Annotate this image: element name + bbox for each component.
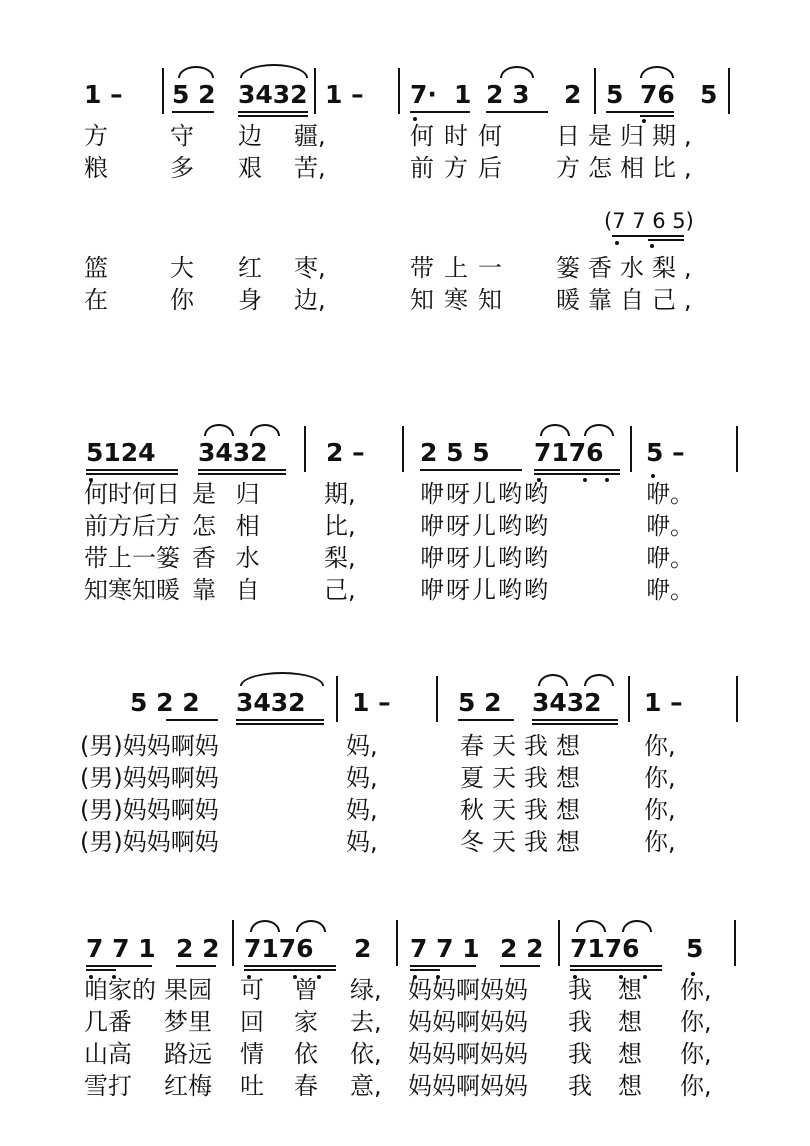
lyric: 在	[84, 286, 108, 314]
lyric: 可	[240, 976, 264, 1004]
barline	[232, 920, 234, 966]
note-group: 7 7 1	[86, 934, 156, 963]
slur	[250, 424, 280, 436]
beam	[86, 469, 178, 471]
note-group: 5124	[86, 438, 156, 467]
beam	[532, 719, 618, 721]
note-group: 2	[564, 80, 582, 109]
lyric: 妈妈啊妈妈	[408, 976, 528, 1004]
lyric: 想	[618, 1008, 642, 1036]
beam	[410, 969, 440, 971]
lyric: 妈,	[346, 796, 378, 824]
slur	[240, 672, 324, 686]
lyric: 想	[618, 976, 642, 1004]
barline	[558, 920, 560, 966]
lyric: 妈妈啊妈妈	[408, 1008, 528, 1036]
lyric: 你,	[644, 732, 676, 760]
beam	[410, 965, 476, 967]
beam	[606, 111, 674, 113]
lyric: (男)妈妈啊妈	[80, 764, 219, 792]
slur	[540, 424, 570, 436]
lyric: 香 水	[192, 544, 266, 572]
lyric: 篮	[84, 254, 108, 282]
lyric: 前方后方	[84, 512, 180, 540]
lyric: 依,	[350, 1040, 382, 1068]
note-group: 1	[454, 80, 472, 109]
note-group: 5 2	[458, 688, 502, 717]
lyric: 依	[294, 1040, 318, 1068]
lyric: 秋天我想	[460, 796, 588, 824]
lyric: 我	[568, 1040, 592, 1068]
lyric: 想	[618, 1040, 642, 1068]
lyric: 我	[568, 1072, 592, 1100]
lyric: 苦,	[294, 154, 326, 182]
note-group: 3432	[236, 688, 306, 717]
lyric: 妈妈啊妈妈	[408, 1072, 528, 1100]
lyric: 梨,	[324, 544, 356, 572]
lyric: 咿呀儿哟哟	[420, 576, 550, 604]
note-group: 1 –	[84, 80, 123, 109]
beam	[86, 473, 178, 475]
lyric: 身	[238, 286, 262, 314]
lyric: 雪打	[84, 1072, 132, 1100]
note-group: 3432	[238, 80, 308, 109]
beam	[570, 965, 662, 967]
lyric: 咿。	[646, 512, 694, 540]
lyric: 前方后	[410, 154, 512, 182]
lyric: 你	[170, 286, 194, 314]
lyric: 妈,	[346, 732, 378, 760]
lyric: 红梅	[164, 1072, 212, 1100]
lyric: 靠 自	[192, 576, 266, 604]
lyric: 你,	[644, 828, 676, 856]
note-group: 2 2	[500, 934, 544, 963]
lyric: 情	[240, 1040, 264, 1068]
note-group: 1 –	[352, 688, 391, 717]
beam	[236, 723, 324, 725]
octave-dot	[605, 478, 609, 482]
barline	[336, 676, 338, 722]
beam	[238, 115, 308, 117]
lyric: 我	[568, 976, 592, 1004]
lyric: 篓香水梨,	[556, 254, 700, 282]
note-group: 3432	[532, 688, 602, 717]
lyric: 咱家的	[84, 976, 156, 1004]
slur	[622, 920, 652, 932]
note-group: 7176	[534, 438, 604, 467]
lyric: 何时何	[410, 122, 512, 150]
lyric: 春	[294, 1072, 318, 1100]
lyric: 回	[240, 1008, 264, 1036]
lyric: 曾	[294, 976, 318, 1004]
note-group: 7176	[570, 934, 640, 963]
note-group: 2 –	[326, 438, 365, 467]
note-group: 2 3	[486, 80, 530, 109]
beam	[198, 473, 286, 475]
beam	[166, 719, 218, 721]
lyric: 多	[170, 154, 194, 182]
beam	[570, 969, 662, 971]
beam	[86, 969, 116, 971]
slur	[204, 424, 234, 436]
lyric: 几番	[84, 1008, 132, 1036]
lyric: 是 归	[192, 480, 266, 508]
beam	[176, 965, 216, 967]
beam	[236, 719, 324, 721]
lyric: 守	[170, 122, 194, 150]
lyric: 冬天我想	[460, 828, 588, 856]
beam	[612, 235, 684, 237]
barline	[398, 68, 400, 114]
octave-dot	[615, 241, 619, 245]
note-group: 5	[700, 80, 718, 109]
lyric: 何时何日	[84, 480, 180, 508]
lyric: 想	[618, 1072, 642, 1100]
slur	[500, 66, 534, 78]
beam	[534, 473, 620, 475]
lyric: 家	[294, 1008, 318, 1036]
lyric: 怎 相	[192, 512, 266, 540]
barline	[396, 920, 398, 966]
note-group: 2 5 5	[420, 438, 490, 467]
lyric: (男)妈妈啊妈	[80, 732, 219, 760]
lyric: 边,	[294, 286, 326, 314]
lyric: 咿呀儿哟哟	[420, 512, 550, 540]
lyric: 咿呀儿哟哟	[420, 480, 550, 508]
slur	[240, 64, 308, 78]
barline	[314, 68, 316, 114]
barline	[594, 68, 596, 114]
slur	[250, 920, 280, 932]
lyric: 绿,	[350, 976, 382, 1004]
lyric: 果园	[164, 976, 212, 1004]
note-group: 7176	[244, 934, 314, 963]
lyric: 妈,	[346, 828, 378, 856]
slur	[296, 920, 326, 932]
lyric: 你,	[644, 764, 676, 792]
lyric: 山高	[84, 1040, 132, 1068]
lyric: 你,	[644, 796, 676, 824]
lyric: 期,	[324, 480, 356, 508]
barline	[436, 676, 438, 722]
lyric: 边	[238, 122, 262, 150]
lyric: 梦里	[164, 1008, 212, 1036]
lyric: 妈妈啊妈妈	[408, 1040, 528, 1068]
barline	[630, 426, 632, 472]
barline	[162, 68, 164, 114]
note-group: 5	[686, 934, 704, 963]
lyric: 去,	[350, 1008, 382, 1036]
lyric: 己,	[324, 576, 356, 604]
note-group: 2	[354, 934, 372, 963]
note-group: 1 –	[644, 688, 683, 717]
beam	[532, 723, 618, 725]
lyric: 方怎相比,	[556, 154, 700, 182]
beam	[172, 111, 214, 113]
lyric: (男)妈妈啊妈	[80, 828, 219, 856]
barline	[402, 426, 404, 472]
octave-dot	[583, 478, 587, 482]
lyric: 知寒知暖	[84, 576, 180, 604]
beam	[640, 115, 674, 117]
slur	[178, 66, 214, 78]
lyric: 你,	[680, 1040, 712, 1068]
lyric: 方	[84, 122, 108, 150]
note-group: 2 2	[176, 934, 220, 963]
lyric: 暖靠自己,	[556, 286, 700, 314]
lyric: 路远	[164, 1040, 212, 1068]
barline	[728, 68, 730, 114]
lyric: 咿。	[646, 544, 694, 572]
lyric: 艰	[238, 154, 262, 182]
lyric: 吐	[240, 1072, 264, 1100]
lyric: 咿呀儿哟哟	[420, 544, 550, 572]
lyric: 知寒知	[410, 286, 512, 314]
beam	[534, 469, 620, 471]
alt-notes: (7 7 6 5)	[604, 209, 694, 233]
octave-dot	[650, 244, 654, 248]
lyric: 你,	[680, 976, 712, 1004]
barline	[304, 426, 306, 472]
lyric: 夏天我想	[460, 764, 588, 792]
lyric: 意,	[350, 1072, 382, 1100]
octave-dot	[643, 975, 647, 979]
slur	[584, 424, 614, 436]
slur	[576, 920, 606, 932]
beam	[410, 111, 470, 113]
beam	[486, 111, 548, 113]
lyric: (男)妈妈啊妈	[80, 796, 219, 824]
lyric: 妈,	[346, 764, 378, 792]
beam	[198, 469, 286, 471]
barline	[736, 426, 738, 472]
beam	[244, 969, 336, 971]
lyric: 春天我想	[460, 732, 588, 760]
lyric: 疆,	[294, 122, 326, 150]
octave-dot	[413, 117, 417, 121]
note-group: 3432	[198, 438, 268, 467]
note-group: 5 2	[172, 80, 216, 109]
note-group: 76	[640, 80, 675, 109]
lyric: 咿。	[646, 480, 694, 508]
barline	[734, 920, 736, 966]
lyric: 比,	[324, 512, 356, 540]
barline	[736, 676, 738, 722]
beam	[500, 965, 540, 967]
slur	[538, 674, 568, 686]
note-group: 1 –	[325, 80, 364, 109]
beam	[458, 719, 514, 721]
lyric: 你,	[680, 1008, 712, 1036]
octave-dot	[651, 474, 655, 478]
note-group: 7 7 1	[410, 934, 480, 963]
barline	[628, 676, 630, 722]
lyric: 大	[170, 254, 194, 282]
slur	[584, 674, 614, 686]
lyric: 带上一篓	[84, 544, 180, 572]
lyric: 枣,	[294, 254, 326, 282]
lyric: 带上一	[410, 254, 512, 282]
lyric: 我	[568, 1008, 592, 1036]
note-group: 5 2 2	[130, 688, 200, 717]
lyric: 日是归期,	[556, 122, 700, 150]
lyric: 咿。	[646, 576, 694, 604]
beam	[648, 239, 684, 241]
note-group: 7·	[410, 80, 437, 109]
note-group: 5	[606, 80, 624, 109]
lyric: 粮	[84, 154, 108, 182]
slur	[640, 66, 674, 78]
beam	[420, 469, 522, 471]
beam	[244, 965, 336, 967]
lyric: 红	[238, 254, 262, 282]
beam	[86, 965, 152, 967]
note-group: 5 –	[646, 438, 685, 467]
lyric: 你,	[680, 1072, 712, 1100]
beam	[238, 111, 308, 113]
